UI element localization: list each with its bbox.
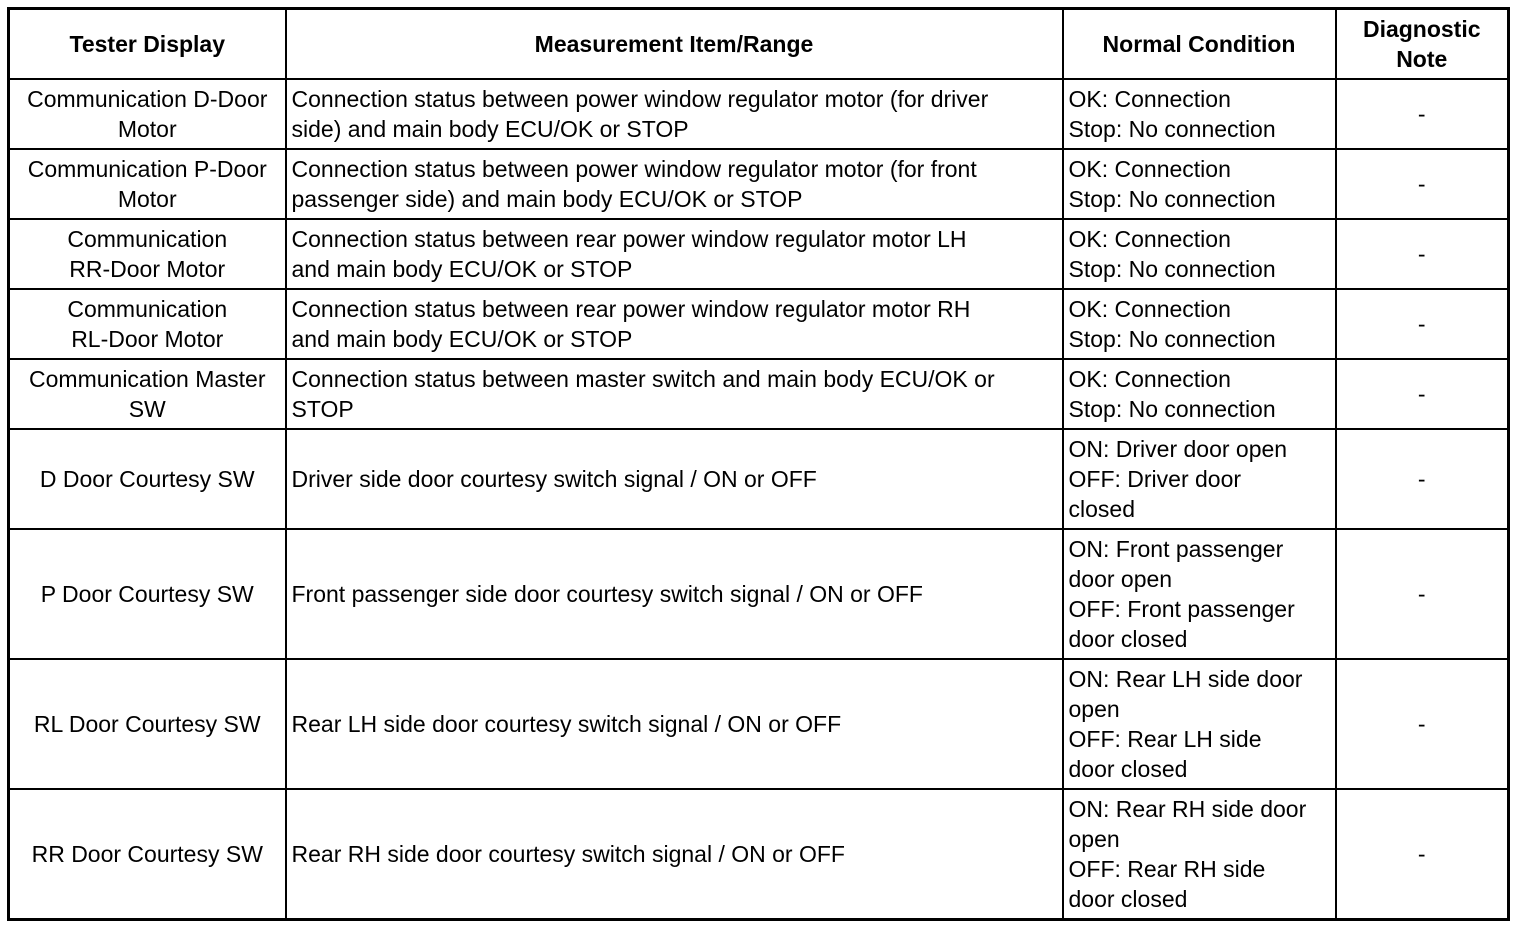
table-row <box>9 359 1509 429</box>
header-normal-condition: Normal Condition <box>1063 9 1336 80</box>
diagnostic-note-cell: - <box>1336 529 1509 659</box>
table-row <box>9 219 1509 289</box>
measurement-cell-line: and main body ECU/OK or STOP <box>291 256 633 282</box>
normal-condition-cell-line: ON: Rear RH side door <box>1068 796 1307 822</box>
tester-display-cell <box>9 219 286 289</box>
measurement-cell-line: Rear RH side door courtesy switch signal / ON or OFF <box>291 841 845 867</box>
measurement-cell <box>286 789 1063 920</box>
normal-condition-cell <box>1063 149 1336 219</box>
header-measurement-item: Measurement Item/Range <box>286 9 1063 80</box>
normal-condition-cell <box>1063 659 1336 789</box>
measurement-cell-line: Connection status between power window regulator motor (for driver <box>291 86 989 112</box>
header-diagnostic-note <box>1336 9 1509 80</box>
measurement-cell <box>286 289 1063 359</box>
table-row <box>9 289 1509 359</box>
diagnostic-note-cell: - <box>1336 429 1509 529</box>
table-row <box>9 79 1509 149</box>
table-row <box>9 149 1509 219</box>
tester-display-cell-line: Communication <box>67 296 228 322</box>
diagnostic-note-cell: - <box>1336 219 1509 289</box>
normal-condition-cell-line: Stop: No connection <box>1068 326 1276 352</box>
table-row <box>9 429 1509 529</box>
normal-condition-cell-line: ON: Front passenger <box>1068 536 1284 562</box>
normal-condition-cell-line: ON: Driver door open <box>1068 436 1288 462</box>
tester-display-cell-line: Communication D-Door <box>27 86 268 112</box>
tester-display-cell-line: P Door Courtesy SW <box>40 581 254 607</box>
diagnostic-note-cell: - <box>1336 149 1509 219</box>
measurement-cell-line: Rear LH side door courtesy switch signal / ON or OFF <box>291 711 842 737</box>
measurement-cell-line: Connection status between rear power window regulator motor LH <box>291 226 967 252</box>
measurement-cell <box>286 149 1063 219</box>
normal-condition-cell-line: Stop: No connection <box>1068 116 1276 142</box>
normal-condition-cell <box>1063 79 1336 149</box>
measurement-cell <box>286 659 1063 789</box>
header-tester-display: Tester Display <box>9 9 286 80</box>
normal-condition-cell-line: Stop: No connection <box>1068 256 1276 282</box>
normal-condition-cell-line: open <box>1068 696 1120 722</box>
tester-display-cell <box>9 359 286 429</box>
diagnostic-data-table <box>7 7 1510 921</box>
tester-display-cell-line: D Door Courtesy SW <box>39 466 255 492</box>
tester-display-cell-line: Motor <box>117 186 177 212</box>
measurement-cell-line: Connection status between power window regulator motor (for front <box>291 156 977 182</box>
normal-condition-cell-line: door open <box>1068 566 1173 592</box>
tester-display-cell <box>9 659 286 789</box>
table-row <box>9 789 1509 920</box>
normal-condition-cell-line: open <box>1068 826 1120 852</box>
normal-condition-cell-line: OK: Connection <box>1068 86 1231 112</box>
measurement-cell-line: Front passenger side door courtesy switch signal / ON or OFF <box>291 581 923 607</box>
table-row <box>9 659 1509 789</box>
tester-display-cell <box>9 79 286 149</box>
measurement-cell-line: side) and main body ECU/OK or STOP <box>291 116 689 142</box>
normal-condition-cell-line: OFF: Front passenger <box>1068 596 1295 622</box>
tester-display-cell-line: RR-Door Motor <box>69 256 226 282</box>
header-diagnostic-note-line: Note <box>1396 46 1448 72</box>
normal-condition-cell-line: OFF: Rear RH side <box>1068 856 1266 882</box>
tester-display-cell-line: Communication P-Door <box>27 156 267 182</box>
normal-condition-cell <box>1063 529 1336 659</box>
measurement-cell-line: STOP <box>291 396 354 422</box>
table-body <box>9 79 1509 920</box>
normal-condition-cell-line: ON: Rear LH side door <box>1068 666 1303 692</box>
normal-condition-cell-line: closed <box>1068 496 1135 522</box>
normal-condition-cell-line: Stop: No connection <box>1068 396 1276 422</box>
tester-display-cell <box>9 429 286 529</box>
measurement-cell <box>286 529 1063 659</box>
header-diagnostic-note-line: Diagnostic <box>1362 16 1481 42</box>
tester-display-cell-line: Communication <box>67 226 228 252</box>
normal-condition-cell-line: Stop: No connection <box>1068 186 1276 212</box>
normal-condition-cell-line: door closed <box>1068 756 1188 782</box>
measurement-cell <box>286 79 1063 149</box>
tester-display-cell-line: Communication Master <box>29 366 266 392</box>
normal-condition-cell-line: OK: Connection <box>1068 296 1231 322</box>
measurement-cell-line: and main body ECU/OK or STOP <box>291 326 633 352</box>
measurement-cell-line: Driver side door courtesy switch signal / ON or OFF <box>291 466 817 492</box>
measurement-cell-line: Connection status between master switch and main body ECU/OK or <box>291 366 995 392</box>
normal-condition-cell-line: OFF: Rear LH side <box>1068 726 1262 752</box>
normal-condition-cell <box>1063 219 1336 289</box>
normal-condition-cell <box>1063 289 1336 359</box>
tester-display-cell-line: RL-Door Motor <box>71 326 224 352</box>
diagnostic-note-cell: - <box>1336 789 1509 920</box>
normal-condition-cell-line: door closed <box>1068 886 1188 912</box>
measurement-cell <box>286 429 1063 529</box>
measurement-cell <box>286 359 1063 429</box>
tester-display-cell <box>9 789 286 920</box>
normal-condition-cell-line: door closed <box>1068 626 1188 652</box>
diagnostic-note-cell: - <box>1336 359 1509 429</box>
tester-display-cell-line: RL Door Courtesy SW <box>33 711 261 737</box>
measurement-cell-line: passenger side) and main body ECU/OK or STOP <box>291 186 803 212</box>
measurement-cell-line: Connection status between rear power window regulator motor RH <box>291 296 971 322</box>
table-header-row <box>9 9 1509 80</box>
tester-display-cell <box>9 149 286 219</box>
diagnostic-note-cell: - <box>1336 659 1509 789</box>
normal-condition-cell <box>1063 429 1336 529</box>
normal-condition-cell-line: OFF: Driver door <box>1068 466 1242 492</box>
tester-display-cell-line: Motor <box>117 116 177 142</box>
diagnostic-note-cell: - <box>1336 289 1509 359</box>
tester-display-cell <box>9 289 286 359</box>
normal-condition-cell-line: OK: Connection <box>1068 366 1231 392</box>
normal-condition-cell <box>1063 789 1336 920</box>
table-row <box>9 529 1509 659</box>
normal-condition-cell <box>1063 359 1336 429</box>
measurement-cell <box>286 219 1063 289</box>
tester-display-cell <box>9 529 286 659</box>
tester-display-cell-line: SW <box>128 396 166 422</box>
normal-condition-cell-line: OK: Connection <box>1068 156 1231 182</box>
normal-condition-cell-line: OK: Connection <box>1068 226 1231 252</box>
diagnostic-note-cell: - <box>1336 79 1509 149</box>
tester-display-cell-line: RR Door Courtesy SW <box>31 841 263 867</box>
